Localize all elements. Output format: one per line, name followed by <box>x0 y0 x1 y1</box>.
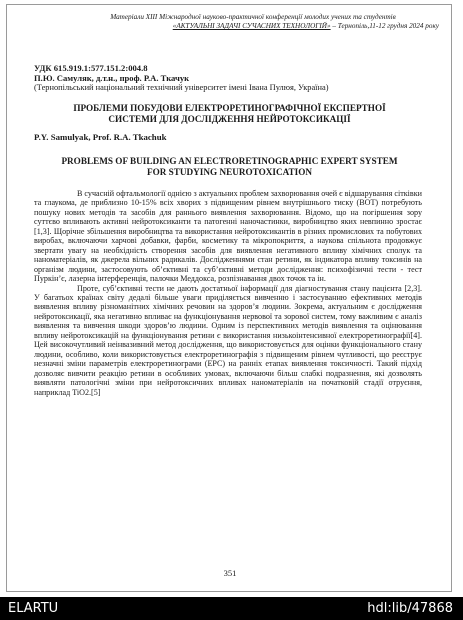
conference-title: «АКТУАЛЬНІ ЗАДАЧІ СУЧАСНИХ ТЕХНОЛОГІЙ» <box>172 22 331 30</box>
paragraph-2: Проте, суб’єктивні тести не дають достатньої інформації для діагностування стану пацієнта [2,3]. У багатьох країнах світу дедалі більше уваги приділяється вивченню і застосуванню ефективних методів виявлення впливу різноманітних хімічних речовин на здоров’я людини. Зокрема, актуальним є дослідження нейротоксикації, яка негативно впливає на функціонування нервової та зорової систем, тому важливим є аналіз виявлення та вивчення шкоди здоров’ю людини. Одним із перспективних методів виявлення та оцінювання впливу нейротоксикацій на функціонування ретини є використання низькоінтенсивної електроретинографії[4]. Цей високочутливий неінвазивний метод дослідження, що використовується для оцінки функціонального стану людини, особливо, коли використовується електроретинографія з підвищеним рівнем чутливості, що реєструє незначні зміни параметрів електроретинограми (ЕРС) на ранніх етапах виявлення токсичності. Такий підхід дозволяє вивчити реакцію ретини в особливих умовах, включаючи більш слабкі подразнення, які дозволять виявляти патологічні зміни при нейротоксичних впливах наноматеріалів на початковій стадії отруєння, наприклад TiO2.[5] <box>34 283 422 397</box>
conference-line-2 <box>67 22 439 31</box>
page-number: 351 <box>223 568 237 578</box>
repository-name[interactable]: ELARTU <box>8 601 59 616</box>
affiliation: (Тернопільський національний технічний університет імені Івана Пулюя, Україна) <box>34 83 329 92</box>
paragraph-1: В сучасній офтальмології однією з актуальних проблем захворювання очей є відшарування сітківки та глаукома, де приблизно 10-15% всіх хворих з підвищеним рівнем внутрішнього тиску (ВОТ) потребують пошуку нових методів та засобів для раннього виявлення захворювання. Відомо, що на погіршення зору суттєво впливають активні нейротоксиканти та патогенні наночастинки, виробництво яких невпинно зростає [1,3]. Щорічне збільшення виробництва та використання нейротоксикантів в різних промислових та побутових виробах, включаючи харчові добавки, фарби, косметику та мікропокриття, а наукова спільнота продовжує звертати увагу на необхідність створення засобів для виявлення негативного впливу хімічних сполук та наноматеріалів, як джерела вільних радикалів. Дослідженнями стан ретини, як індикатора впливу токсинів на організм людини, застосовують об’єктивні та суб’єктивні методи дослідження: психофізичні тести - тест Пуркін’є, лазерна інтерференція, палочки Меддокса, розпізнавання двох точок та ін. <box>34 189 422 284</box>
title-en-line-1: PROBLEMS OF BUILDING AN ELECTRORETINOGRAPHIC EXPERT SYSTEM <box>61 156 398 166</box>
body-text <box>34 189 422 397</box>
conference-line-1: Матеріали XIII Міжнародної науково-практичної конференції молодих учених та студентів <box>110 13 396 21</box>
udc-code: УДК 615.919.1:577.151.2:004.8 <box>34 63 148 73</box>
handle-identifier[interactable]: hdl:lib/47868 <box>367 601 453 616</box>
repository-footer-bar <box>0 597 463 620</box>
document-page <box>6 4 452 592</box>
conference-header <box>67 13 439 31</box>
title-ua-line-1: ПРОБЛЕМИ ПОБУДОВИ ЕЛЕКТРОРЕТИНОГРАФІЧНОЇ ЕКСПЕРТНОЇ <box>73 103 386 113</box>
authors-en: P.Y. Samulyak, Prof. R.A. Tkachuk <box>34 132 167 142</box>
title-en <box>37 156 422 178</box>
title-en-line-2: FOR STUDYING NEUROTOXICATION <box>146 167 313 177</box>
authors-ua: П.Ю. Самуляк, д.т.н., проф. Р.А. Ткачук <box>34 73 190 83</box>
title-ua <box>37 103 422 125</box>
conference-place-date: – Тернопіль,11-12 грудня 2024 року <box>330 22 439 30</box>
title-ua-line-2: СИСТЕМИ ДЛЯ ДОСЛІДЖЕННЯ НЕЙРОТОКСИКАЦІЇ <box>108 114 351 124</box>
